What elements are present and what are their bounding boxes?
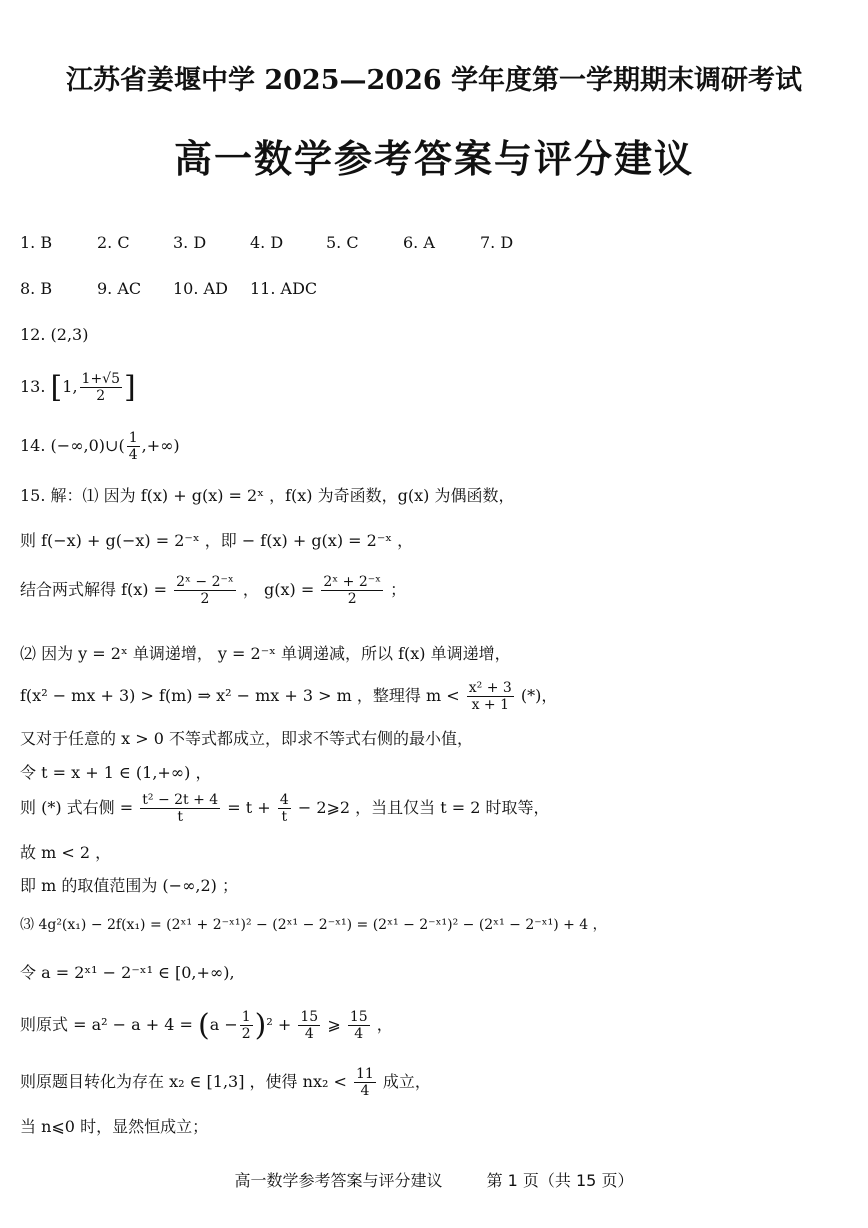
solution-15-line-13: 则原式 = a² − a + 4 = (a − $\frac{1}{2}$ )² + $\frac{15}{4}$ ⩾ $\frac{15}{4}$ ，	[20, 1008, 393, 1043]
solution-15-line-6: 又对于任意的 x > 0 不等式都成立，即求不等式右侧的最小值，	[20, 729, 473, 748]
answer-9: 9. AC	[97, 279, 142, 298]
solution-15-line-15: 当 n⩽0 时，显然恒成立；	[20, 1117, 209, 1136]
solution-15-line-1: 15. 解：⑴ 因为 f(x) + g(x) = 2ˣ ，f(x) 为奇函数，g(x) 为偶函数，	[20, 486, 515, 505]
answer-6: 6. A	[403, 233, 435, 252]
answer-5: 5. C	[326, 233, 359, 252]
answer-4: 4. D	[250, 233, 284, 252]
solution-15-line-12: 令 a = 2ˣ¹ − 2⁻ˣ¹ ∈ [0,+∞),	[20, 963, 235, 982]
footer-page-number: 第 1 页（共 15 页）	[486, 1171, 634, 1190]
answer-12: 12. (2,3)	[20, 325, 89, 344]
answer-8: 8. B	[20, 279, 53, 298]
solution-15-line-11: ⑶ 4g²(x₁) − 2f(x₁) = (2ˣ¹ + 2⁻ˣ¹)² − (2ˣ¹ − 2⁻ˣ¹) = (2ˣ¹ − 2⁻ˣ¹)² − (2ˣ¹ − 2⁻ˣ¹) + 4 ，	[20, 917, 607, 933]
answer-10: 10. AD	[173, 279, 228, 298]
answer-2: 2. C	[97, 233, 130, 252]
solution-15-line-7: 令 t = x + 1 ∈ (1,+∞) ，	[20, 763, 212, 782]
answer-14: 14. (−∞,0)∪( $\frac{1}{4}$ ,+∞)	[20, 430, 180, 464]
solution-15-line-10: 即 m 的取值范围为 (−∞,2) ；	[20, 876, 239, 895]
solution-15-line-2: 则 f(−x) + g(−x) = 2⁻ˣ ，即 − f(x) + g(x) = 2⁻ˣ ，	[20, 531, 414, 550]
footer-doc-title: 高一数学参考答案与评分建议	[234, 1171, 443, 1190]
solution-15-line-3: 结合两式解得 f(x) = $\frac{\text{2ˣ − 2⁻ˣ}}{2}$ ， g(x) = $\frac{\text{2ˣ + 2⁻ˣ}}{2}$ ；	[20, 574, 407, 608]
answer-13: 13. [1, $\frac{1+√5}{2}$ ]	[20, 370, 136, 405]
answer-7: 7. D	[480, 233, 514, 252]
answer-3: 3. D	[173, 233, 207, 252]
document-subtitle: 高一数学参考答案与评分建议	[173, 136, 694, 181]
exam-title: 江苏省姜堰中学 2025—2026 学年度第一学期期末调研考试	[65, 65, 803, 96]
solution-15-line-9: 故 m < 2 ，	[20, 843, 112, 862]
answer-1: 1. B	[20, 233, 53, 252]
solution-15-line-8: 则 (*) 式右侧 = $\frac{\text{t² − 2t + 4}}{t}$ = t + $\frac{4}{t}$ − 2⩾2 ，当且仅当 t = 2 时取等，	[20, 792, 550, 826]
solution-15-line-4: ⑵ 因为 y = 2ˣ 单调递增， y = 2⁻ˣ 单调递减，所以 f(x) 单调递增，	[20, 644, 511, 663]
solution-15-line-5: f(x² − mx + 3) > f(m) ⇒ x² − mx + 3 > m ，整理得 m < $\frac{\text{x² + 3}}{x + 1}$ (*)，	[20, 680, 558, 714]
page-footer	[0, 1168, 868, 1191]
solution-15-line-14: 则原题目转化为存在 x₂ ∈ [1,3] ，使得 nx₂ < $\frac{11}{4}$ 成立，	[20, 1066, 431, 1100]
answer-11: 11. ADC	[250, 279, 318, 298]
